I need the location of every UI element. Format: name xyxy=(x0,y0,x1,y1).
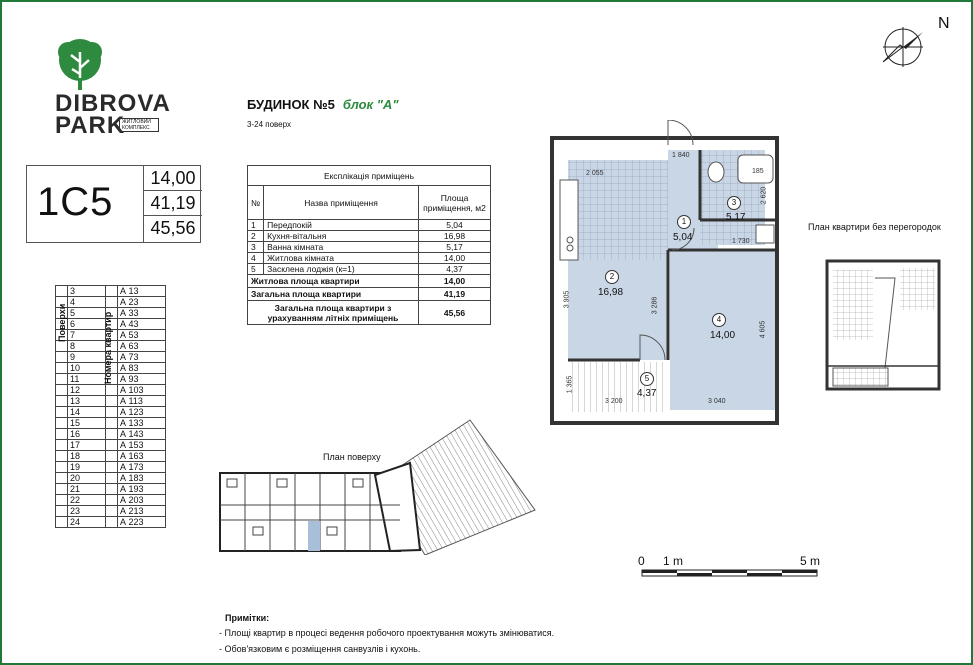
floors-label-cell xyxy=(56,495,68,506)
apartments-label-cell xyxy=(106,396,118,407)
brand-line1: DIBROVA xyxy=(55,90,171,117)
apartments-label-cell xyxy=(106,473,118,484)
compass-icon xyxy=(878,22,928,72)
apartments-label-cell xyxy=(106,495,118,506)
room-number-2: 2 xyxy=(605,270,619,284)
apartment-cell: А 193 xyxy=(118,484,166,495)
apartment-cell: А 123 xyxy=(118,407,166,418)
apartment-cell: А 213 xyxy=(118,506,166,517)
apartments-label-cell xyxy=(106,286,118,297)
floor-cell: 7 xyxy=(68,330,106,341)
room-number-4: 4 xyxy=(712,313,726,327)
table-row xyxy=(56,297,166,308)
floors-label-cell xyxy=(56,462,68,473)
floor-cell: 23 xyxy=(68,506,106,517)
floor-cell: 24 xyxy=(68,517,106,528)
floors-range: 3-24 поверх xyxy=(247,120,291,129)
living-area-value: 14,00 xyxy=(144,166,202,191)
apartment-cell: А 163 xyxy=(118,451,166,462)
room-area-4: 14,00 xyxy=(710,330,736,341)
table-row xyxy=(56,440,166,451)
floors-label-cell xyxy=(56,407,68,418)
floor-cell: 15 xyxy=(68,418,106,429)
apartments-label-cell xyxy=(106,385,118,396)
floors-label-cell xyxy=(56,451,68,462)
apartment-cell: А 13 xyxy=(118,286,166,297)
table-row xyxy=(56,517,166,528)
table-row xyxy=(56,407,166,418)
floors-label-cell xyxy=(56,440,68,451)
table-row xyxy=(56,462,166,473)
scale-bar xyxy=(640,568,820,580)
table-row: 4 Житлова кімната 14,00 xyxy=(248,253,491,264)
dim-label: 3 200 xyxy=(605,398,623,405)
summer-area-value: 45,56 xyxy=(150,218,196,238)
building-title xyxy=(247,97,398,112)
apartment-cell: А 103 xyxy=(118,385,166,396)
room-area-2: 16,98 xyxy=(598,287,624,298)
floor-cell: 3 xyxy=(68,286,106,297)
floor-cell: 6 xyxy=(68,319,106,330)
apartment-cell: А 173 xyxy=(118,462,166,473)
floors-label-cell xyxy=(56,396,68,407)
floors-label-cell xyxy=(56,363,68,374)
table-row xyxy=(56,495,166,506)
table-row xyxy=(56,418,166,429)
floor-cell: 19 xyxy=(68,462,106,473)
table-row: 2 Кухня-вітальня 16,98 xyxy=(248,231,491,242)
apartment-code: 1C5 xyxy=(37,180,114,224)
dim-label: 1 730 xyxy=(732,238,750,245)
floors-label-cell xyxy=(56,484,68,495)
dim-label: 1 840 xyxy=(672,152,690,159)
apartment-cell: А 133 xyxy=(118,418,166,429)
apartments-label-cell xyxy=(106,484,118,495)
floor-cell: 8 xyxy=(68,341,106,352)
summer-area-row: Загальна площа квартири з урахуванням літніх приміщень 45,56 xyxy=(248,301,491,325)
room-number-3: 3 xyxy=(727,196,741,210)
plan-without-partitions xyxy=(825,258,943,393)
floor-cell: 14 xyxy=(68,407,106,418)
floor-cell: 22 xyxy=(68,495,106,506)
scale-label-0: 0 xyxy=(638,554,645,568)
floors-label-cell xyxy=(56,352,68,363)
floors-label: Поверхи xyxy=(57,303,67,342)
table-row: 1 Передпокій 5,04 xyxy=(248,220,491,231)
living-area-row: Житлова площа квартири 14,00 xyxy=(248,275,491,288)
apartments-label-cell xyxy=(106,440,118,451)
apartments-label-cell xyxy=(106,506,118,517)
room-area-1: 5,04 xyxy=(673,232,693,243)
apartment-cell: А 63 xyxy=(118,341,166,352)
table-row xyxy=(56,506,166,517)
floor-cell: 13 xyxy=(68,396,106,407)
floor-cell: 20 xyxy=(68,473,106,484)
floors-label-cell xyxy=(56,418,68,429)
apartments-label: Номера квартир xyxy=(103,311,113,384)
floor-cell: 16 xyxy=(68,429,106,440)
apartment-cell: А 203 xyxy=(118,495,166,506)
apartment-code-box xyxy=(26,165,201,243)
scale-label-1: 1 m xyxy=(663,554,684,568)
dim-label: 185 xyxy=(752,168,764,175)
room-area-5: 4,37 xyxy=(637,388,657,399)
dim-label: 2 620 xyxy=(760,186,768,205)
highlighted-apartment xyxy=(308,521,320,551)
floor-cell: 9 xyxy=(68,352,106,363)
col-room-name: Назва приміщення xyxy=(264,186,419,220)
apartment-plan xyxy=(548,120,793,425)
floor-cell: 11 xyxy=(68,374,106,385)
apartment-cell: А 183 xyxy=(118,473,166,484)
table-row xyxy=(56,396,166,407)
apartment-areas xyxy=(143,166,202,242)
apartment-cell: А 43 xyxy=(118,319,166,330)
apartments-label-cell xyxy=(106,462,118,473)
table-row xyxy=(56,484,166,495)
floors-label-cell xyxy=(56,286,68,297)
no-partitions-caption: План квартири без перегородок xyxy=(808,222,941,232)
floor-cell: 5 xyxy=(68,308,106,319)
dim-label: 3 040 xyxy=(708,398,726,405)
total-area-value: 41,19 xyxy=(144,191,202,216)
dim-label: 3 286 xyxy=(651,296,659,315)
apartment-cell: А 33 xyxy=(118,308,166,319)
col-number: № xyxy=(248,186,264,220)
floors-label-cell xyxy=(56,374,68,385)
room-number-1: 1 xyxy=(677,215,691,229)
table-row xyxy=(56,451,166,462)
floors-label-cell xyxy=(56,429,68,440)
explication-caption: Експлікація приміщень xyxy=(248,166,491,186)
floors-label-cell xyxy=(56,473,68,484)
scale-label-5: 5 m xyxy=(800,554,821,568)
table-row xyxy=(56,385,166,396)
floor-cell: 21 xyxy=(68,484,106,495)
floor-cell: 17 xyxy=(68,440,106,451)
brand-subtitle: ЖИТЛОВИЙ КОМПЛЕКС xyxy=(119,118,159,132)
floors-label-cell xyxy=(56,506,68,517)
floor-cell: 12 xyxy=(68,385,106,396)
oak-tree-logo-icon xyxy=(55,38,105,90)
apartment-cell: А 113 xyxy=(118,396,166,407)
dim-label: 2 055 xyxy=(586,170,604,177)
table-row: 3 Ванна кімната 5,17 xyxy=(248,242,491,253)
brand-line2: PARK xyxy=(55,112,126,139)
floor-plan-caption: План поверху xyxy=(323,452,381,462)
apartments-label-cell xyxy=(106,451,118,462)
apartments-label-cell xyxy=(106,517,118,528)
floors-label-cell xyxy=(56,385,68,396)
table-row: 5 Засклена лоджія (к=1) 4,37 xyxy=(248,264,491,275)
table-row xyxy=(56,286,166,297)
building-floor-plan xyxy=(215,415,540,555)
apartment-cell: А 53 xyxy=(118,330,166,341)
apartments-label-cell xyxy=(106,418,118,429)
dim-label: 1 365 xyxy=(566,375,574,394)
notes-title: Примітки: xyxy=(225,613,270,623)
table-row xyxy=(56,429,166,440)
room-number-5: 5 xyxy=(640,372,654,386)
floors-label-cell xyxy=(56,341,68,352)
floor-cell: 4 xyxy=(68,297,106,308)
apartment-cell: А 73 xyxy=(118,352,166,363)
apartments-label-cell xyxy=(106,297,118,308)
north-label: N xyxy=(938,15,950,32)
col-area: Площа приміщення, м2 xyxy=(419,186,491,220)
apartment-cell: А 83 xyxy=(118,363,166,374)
apartment-cell: А 223 xyxy=(118,517,166,528)
apartment-cell: А 143 xyxy=(118,429,166,440)
building-block: блок "А" xyxy=(342,97,399,112)
apartment-cell: А 23 xyxy=(118,297,166,308)
apartment-cell: А 153 xyxy=(118,440,166,451)
note-item: - Обов'язковим є розміщення санвузлів і кухонь. xyxy=(219,644,421,654)
building-number: БУДИНОК №5 xyxy=(247,97,335,112)
total-area-row: Загальна площа квартири 41,19 xyxy=(248,288,491,301)
floor-cell: 10 xyxy=(68,363,106,374)
floors-label-cell xyxy=(56,517,68,528)
dim-label: 3 905 xyxy=(563,290,571,309)
apartments-label-cell xyxy=(106,407,118,418)
room-area-3: 5,17 xyxy=(726,212,746,223)
table-row xyxy=(56,473,166,484)
floor-cell: 18 xyxy=(68,451,106,462)
note-item: - Площі квартир в процесі ведення робочого проектування можуть змінюватися. xyxy=(219,628,555,638)
apartments-label-cell xyxy=(106,429,118,440)
dim-label: 4 605 xyxy=(759,320,767,339)
explication-table xyxy=(247,165,491,325)
apartment-cell: А 93 xyxy=(118,374,166,385)
